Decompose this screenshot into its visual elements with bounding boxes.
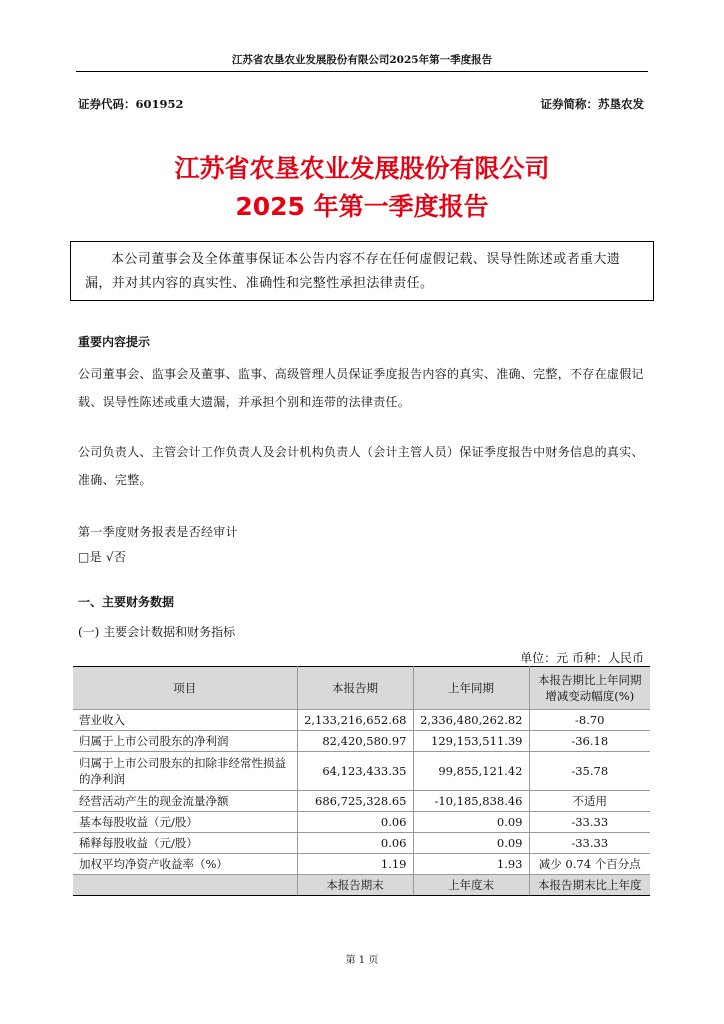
row-label: 营业收入 (73, 710, 297, 731)
stock-code: 证券代码：601952 (78, 97, 184, 111)
column-header: 本报告期比上年同期增减变动幅度(%) (529, 667, 650, 710)
column-header: 上年度末 (413, 875, 529, 896)
cell-prior: 0.09 (413, 833, 529, 854)
cell-change: 减少 0.74 个百分点 (529, 854, 650, 875)
section-heading-financial-data: 一、主要财务数据 (78, 595, 175, 609)
cell-change: -36.18 (529, 731, 650, 752)
cell-current: 0.06 (297, 812, 413, 833)
table-row (73, 752, 650, 791)
subsection-heading: (一) 主要会计数据和财务指标 (78, 625, 236, 639)
stock-abbreviation: 证券简称：苏垦农发 (540, 97, 644, 111)
cell-current: 1.19 (297, 854, 413, 875)
row-label: 归属于上市公司股东的净利润 (73, 731, 297, 752)
audit-answer: □是 √否 (78, 550, 127, 564)
row-label: 归属于上市公司股东的扣除非经常性损益的净利润 (73, 752, 297, 791)
column-header: 本报告期 (297, 667, 413, 710)
cell-current: 82,420,580.97 (297, 731, 413, 752)
title-company: 江苏省农垦农业发展股份有限公司 (174, 154, 550, 183)
cell-prior: 1.93 (413, 854, 529, 875)
important-paragraph-1: 公司董事会、监事会及董事、监事、高级管理人员保证季度报告内容的真实、准确、完整，不存在虚假记载、误导性陈述或重大遗漏，并承担个别和连带的法律责任。 (78, 367, 644, 409)
cell-change: -8.70 (529, 710, 650, 731)
column-header (73, 875, 297, 896)
cell-prior: 2,336,480,262.82 (413, 710, 529, 731)
cell-change: 不适用 (529, 791, 650, 812)
cell-prior: -10,185,838.46 (413, 791, 529, 812)
cell-current: 686,725,328.65 (297, 791, 413, 812)
cell-current: 2,133,216,652.68 (297, 710, 413, 731)
row-label: 经营活动产生的现金流量净额 (73, 791, 297, 812)
cell-current: 0.06 (297, 833, 413, 854)
row-label: 加权平均净资产收益率（%） (73, 854, 297, 875)
cell-prior: 0.09 (413, 812, 529, 833)
cell-prior: 99,855,121.42 (413, 752, 529, 791)
page-number: 第 1 页 (345, 955, 379, 966)
table-row (73, 731, 650, 752)
cell-change: -33.33 (529, 812, 650, 833)
important-paragraph-2: 公司负责人、主管会计工作负责人及会计机构负责人（会计主管人员）保证季度报告中财务信息的真实、准确、完整。 (78, 445, 644, 487)
important-heading: 重要内容提示 (78, 335, 151, 349)
table-row (73, 854, 650, 875)
column-header: 本报告期末 (297, 875, 413, 896)
cell-change: -35.78 (529, 752, 650, 791)
cell-current: 64,123,433.35 (297, 752, 413, 791)
cell-change: -33.33 (529, 833, 650, 854)
column-header: 上年同期 (413, 667, 529, 710)
row-label: 基本每股收益（元/股） (73, 812, 297, 833)
table-header-row-2 (73, 875, 650, 896)
table-row (73, 833, 650, 854)
column-header: 本报告期末比上年度 (529, 875, 650, 896)
table-header-row (73, 667, 650, 710)
row-label: 稀释每股收益（元/股） (73, 833, 297, 854)
title-period: 2025 年第一季度报告 (235, 192, 489, 221)
table-row (73, 710, 650, 731)
audit-question: 第一季度财务报表是否经审计 (78, 525, 238, 539)
cell-prior: 129,153,511.39 (413, 731, 529, 752)
table-row (73, 812, 650, 833)
running-header: 江苏省农垦农业发展股份有限公司2025年第一季度报告 (76, 52, 648, 72)
stock-info-row (78, 96, 644, 112)
table-row (73, 791, 650, 812)
report-title (0, 150, 724, 226)
board-notice-box: 本公司董事会及全体董事保证本公告内容不存在任何虚假记载、误导性陈述或者重大遗漏，并对其内容的真实性、准确性和完整性承担法律责任。 (70, 241, 654, 301)
financial-indicators-table (73, 666, 650, 896)
column-header: 项目 (73, 667, 297, 710)
currency-unit: 单位：元 币种：人民币 (520, 651, 644, 665)
